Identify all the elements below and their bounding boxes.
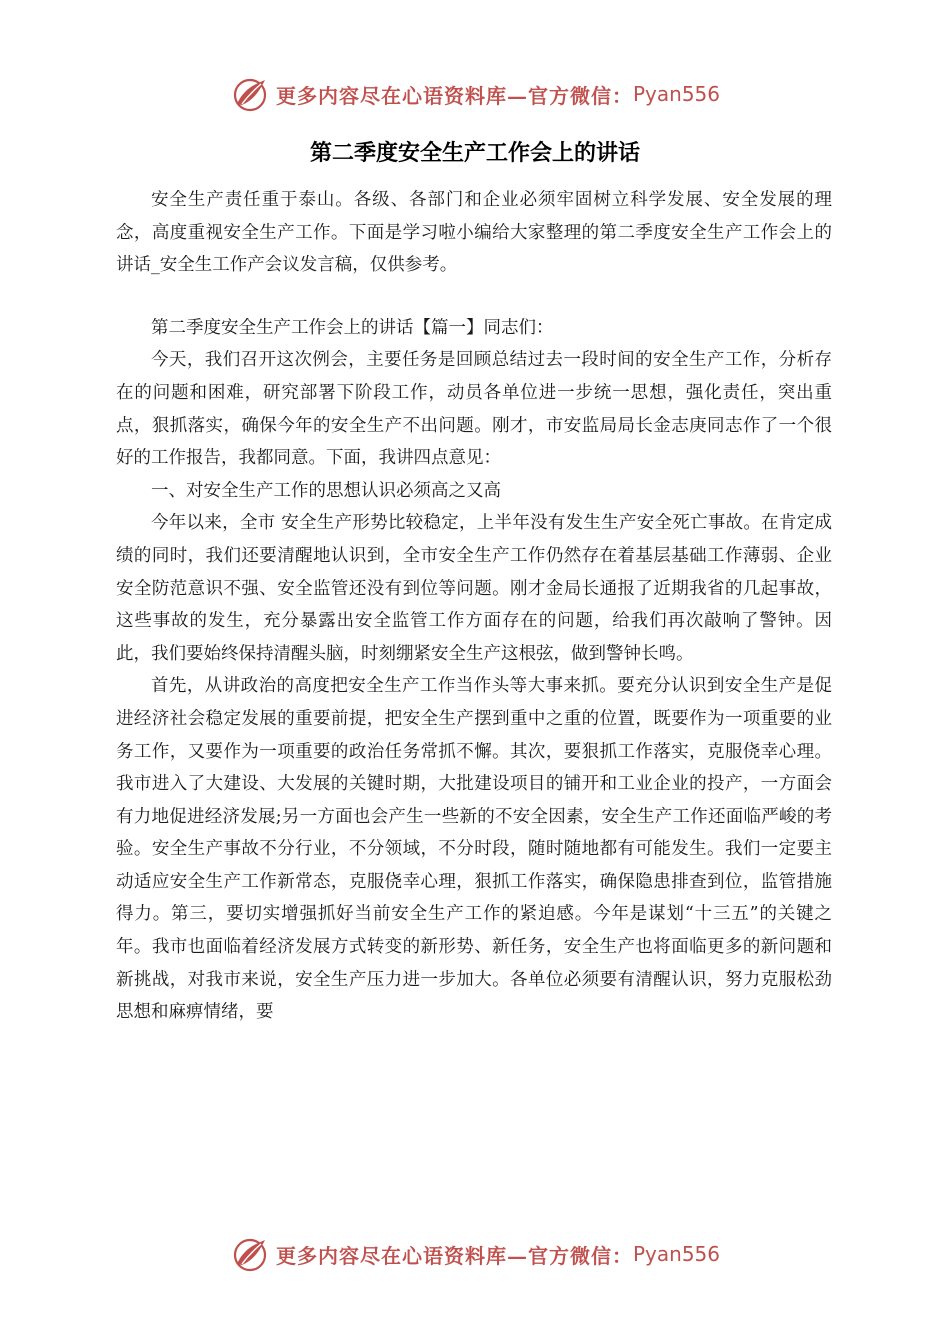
banner-text: 更多内容尽在心语资料库—官方微信： bbox=[275, 83, 633, 108]
document-body bbox=[116, 184, 832, 1029]
footer-banner bbox=[0, 1232, 950, 1276]
banner-text: 更多内容尽在心语资料库—官方微信： bbox=[275, 1243, 633, 1268]
page-title: 第二季度安全生产工作会上的讲话 bbox=[309, 141, 640, 166]
subsection-heading: 一、对安全生产工作的思想认识必须高之又高 bbox=[151, 480, 501, 501]
section-heading: 第二季度安全生产工作会上的讲话【篇一】同志们： bbox=[151, 317, 554, 338]
header-banner bbox=[0, 72, 950, 116]
banner-wechat-id: Pyan556 bbox=[632, 82, 720, 106]
flame-leaf-logo-icon bbox=[230, 74, 270, 114]
flame-leaf-logo-icon bbox=[230, 1234, 270, 1274]
banner-wechat-id: Pyan556 bbox=[632, 1242, 720, 1266]
intro-paragraph: 安全生产责任重于泰山。各级、各部门和企业必须牢固树立科学发展、安全发展的理念，高度重视安全生产工作。下面是学习啦小编给大家整理的第二季度安全生产工作会上的讲话_安全生工作产会议发言稿，仅供参考。 bbox=[116, 190, 832, 276]
paragraph-spacer bbox=[116, 282, 832, 312]
body-paragraph: 首先，从讲政治的高度把安全生产工作当作头等大事来抓。要充分认识到安全生产是促进经济社会稳定发展的重要前提，把安全生产摆到重中之重的位置，既要作为一项重要的业务工作，又要作为一项重要的政治任务常抓不懈。其次，要狠抓工作落实，克服侥幸心理。我市进入了大建设、大发展的关键时期，大批建设项目的铺开和工业企业的投产，一方面会有力地促进经济发展;另一方面也会产生一些新的不安全因素，安全生产工作还面临严峻的考验。安全生产事故不分行业，不分领域，不分时段，随时随地都有可能发生。我们一定要主动适应安全生产工作新常态，克服侥幸心理，狠抓工作落实，确保隐患排查到位，监管措施得力。第三，要切实增强抓好当前安全生产工作的紧迫感。今年是谋划“十三五”的关键之年。我市也面临着经济发展方式转变的新形势、新任务，安全生产也将面临更多的新问题和新挑战，对我市来说，安全生产压力进一步加大。各单位必须要有清醒认识，努力克服松劲思想和麻痹情绪，要 bbox=[116, 676, 832, 1023]
body-paragraph: 今年以来，全市 安全生产形势比较稳定，上半年没有发生生产安全死亡事故。在肯定成绩的同时，我们还要清醒地认识到，全市安全生产工作仍然存在着基层基础工作薄弱、企业安全防范意识不强、安全监管还没有到位等问题。刚才金局长通报了近期我省的几起事故，这些事故的发生，充分暴露出安全监管工作方面存在的问题，给我们再次敲响了警钟。因此，我们要始终保持清醒头脑，时刻绷紧安全生产这根弦，做到警钟长鸣。 bbox=[116, 513, 832, 664]
body-paragraph: 今天，我们召开这次例会，主要任务是回顾总结过去一段时间的安全生产工作，分析存在的问题和困难，研究部署下阶段工作，动员各单位进一步统一思想，强化责任，突出重点，狠抓落实，确保今年的安全生产不出问题。刚才，市安监局局长金志庚同志作了一个很好的工作报告，我都同意。下面，我讲四点意见： bbox=[116, 350, 832, 469]
